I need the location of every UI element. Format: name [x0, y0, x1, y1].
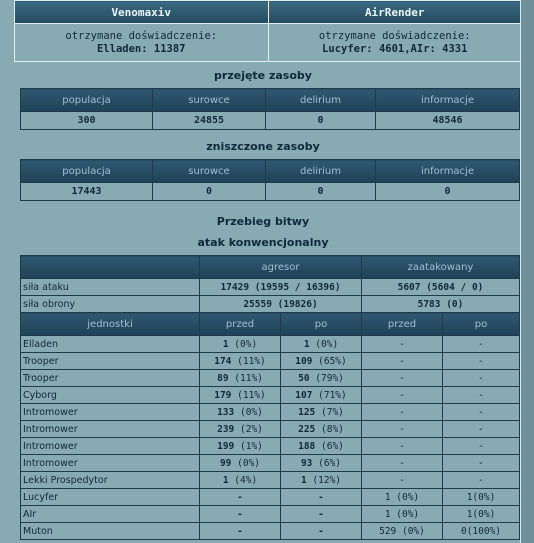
- aggressor-before-pct: (2%): [240, 423, 263, 435]
- unit-name: Intromower: [21, 455, 200, 472]
- aggressor-before-pct: (0%): [237, 457, 261, 469]
- aggressor-before-pct: (11%): [234, 372, 263, 384]
- aggressor-xp-value: Elladen: 11387: [96, 42, 186, 55]
- defender-before: -: [362, 455, 443, 472]
- aggressor-after: [281, 438, 362, 455]
- unit-name: Cyborg: [21, 387, 200, 404]
- aggressor-before-count: 133: [217, 406, 235, 418]
- captured-delirium: 0: [266, 112, 376, 130]
- aggressor-after-count: 125: [298, 406, 316, 418]
- unit-name: Intromower: [21, 421, 200, 438]
- defender-name: AirRender: [268, 1, 522, 24]
- aggressor-before-count: 89: [217, 372, 229, 384]
- aggressor-after: [281, 472, 362, 489]
- aggressor-after-pct: (0%): [315, 338, 339, 350]
- defender-xp: [268, 24, 522, 62]
- defender-after: -: [443, 370, 520, 387]
- unit-name: Muton: [21, 523, 200, 540]
- aggressor-after-count: 188: [298, 440, 316, 452]
- aggressor-before: [200, 387, 281, 404]
- aggressor-before-count: -: [237, 491, 243, 503]
- unit-row: [21, 336, 520, 353]
- aggressor-after: [281, 523, 362, 540]
- aggressor-before-count: -: [237, 508, 243, 520]
- aggressor-before: [200, 523, 281, 540]
- defender-after: -: [443, 421, 520, 438]
- captured-header-materials: surowce: [153, 89, 266, 112]
- unit-row: [21, 523, 520, 540]
- aggressor-after-header: po: [281, 313, 362, 336]
- attack-strength-aggressor: 17429 (19595 / 16396): [200, 279, 362, 296]
- defender-after: -: [443, 336, 520, 353]
- unit-row: [21, 506, 520, 523]
- destroyed-population: 17443: [21, 183, 153, 201]
- aggressor-after-count: 107: [295, 389, 313, 401]
- battle-report-panel: [6, 0, 520, 543]
- scrollbar-track[interactable]: [520, 0, 534, 543]
- destroyed-resources-table: [20, 159, 520, 201]
- unit-name: AIr: [21, 506, 200, 523]
- aggressor-after: [281, 489, 362, 506]
- defender-before: -: [362, 336, 443, 353]
- captured-header-info: informacje: [376, 89, 520, 112]
- aggressor-after-count: 1: [303, 338, 310, 350]
- aggressor-after: [281, 387, 362, 404]
- aggressor-before-pct: (0%): [234, 338, 258, 350]
- unit-row: [21, 353, 520, 370]
- aggressor-xp: [15, 24, 269, 62]
- aggressor-before: [200, 353, 281, 370]
- unit-row: [21, 421, 520, 438]
- aggressor-after-pct: (65%): [318, 355, 347, 367]
- battle-header-aggressor: agresor: [200, 256, 362, 279]
- aggressor-before-pct: (11%): [237, 355, 266, 367]
- battle-title: Przebieg bitwy: [216, 215, 310, 228]
- unit-name: Trooper: [21, 353, 200, 370]
- defender-before: -: [362, 353, 443, 370]
- defender-after: 0(100%): [443, 523, 520, 540]
- players-table: [14, 0, 522, 62]
- captured-title: przejęte zasoby: [214, 69, 312, 82]
- destroyed-title: zniszczone zasoby: [206, 140, 320, 153]
- defender-xp-value: Lucyfer: 4601,AIr: 4331: [322, 42, 468, 55]
- battle-corner: [21, 256, 200, 279]
- aggressor-before-count: 1: [222, 474, 229, 486]
- unit-name: Lekki Prospedytor: [21, 472, 200, 489]
- aggressor-after-count: 109: [295, 355, 313, 367]
- aggressor-after: [281, 404, 362, 421]
- aggressor-before-count: 174: [214, 355, 232, 367]
- unit-row: [21, 387, 520, 404]
- aggressor-after-count: 1: [300, 474, 307, 486]
- aggressor-after: [281, 455, 362, 472]
- aggressor-after-count: 93: [300, 457, 313, 469]
- aggressor-before: [200, 506, 281, 523]
- unit-row: [21, 472, 520, 489]
- defender-after: -: [443, 438, 520, 455]
- aggressor-after-pct: (6%): [321, 440, 344, 452]
- aggressor-after: [281, 353, 362, 370]
- aggressor-before-count: 179: [214, 389, 232, 401]
- captured-materials: 24855: [153, 112, 266, 130]
- unit-row: [21, 370, 520, 387]
- captured-header-population: populacja: [21, 89, 153, 112]
- aggressor-after-pct: (6%): [318, 457, 342, 469]
- aggressor-after-pct: (12%): [312, 474, 342, 486]
- aggressor-after-pct: (71%): [318, 389, 347, 401]
- captured-info: 48546: [376, 112, 520, 130]
- defender-after: -: [443, 455, 520, 472]
- defender-before-header: przed: [362, 313, 443, 336]
- defense-strength-aggressor: 25559 (19826): [200, 296, 362, 313]
- defense-strength-defender: 5783 (0): [362, 296, 520, 313]
- defender-before: -: [362, 421, 443, 438]
- defender-before: -: [362, 387, 443, 404]
- destroyed-header-materials: surowce: [153, 160, 266, 183]
- unit-name: Intromower: [21, 438, 200, 455]
- aggressor-before-count: 1: [222, 338, 229, 350]
- aggressor-before-count: 239: [217, 423, 235, 435]
- aggressor-after-pct: (7%): [321, 406, 344, 418]
- aggressor-before-count: 99: [219, 457, 232, 469]
- aggressor-before: [200, 489, 281, 506]
- defender-after: -: [443, 472, 520, 489]
- aggressor-before: [200, 370, 281, 387]
- aggressor-after: [281, 370, 362, 387]
- aggressor-xp-label: otrzymane doświadczenie:: [65, 29, 218, 42]
- captured-population: 300: [21, 112, 153, 130]
- defender-before: 1 (0%): [362, 506, 443, 523]
- aggressor-after: [281, 421, 362, 438]
- unit-name: Trooper: [21, 370, 200, 387]
- destroyed-info: 0: [376, 183, 520, 201]
- aggressor-before: [200, 438, 281, 455]
- attack-strength-label: siła ataku: [21, 279, 200, 296]
- attack-strength-defender: 5607 (5604 / 0): [362, 279, 520, 296]
- aggressor-before: [200, 455, 281, 472]
- aggressor-before-pct: (11%): [237, 389, 266, 401]
- aggressor-after-count: 50: [298, 372, 310, 384]
- aggressor-after-count: 225: [298, 423, 316, 435]
- aggressor-after-count: -: [318, 525, 324, 537]
- aggressor-before-header: przed: [200, 313, 281, 336]
- aggressor-after: [281, 506, 362, 523]
- aggressor-before-pct: (1%): [240, 440, 263, 452]
- defender-after: -: [443, 387, 520, 404]
- destroyed-materials: 0: [153, 183, 266, 201]
- defender-after: -: [443, 353, 520, 370]
- captured-resources-table: [20, 88, 520, 130]
- defender-after: 1(0%): [443, 489, 520, 506]
- captured-header-delirium: delirium: [266, 89, 376, 112]
- aggressor-before: [200, 472, 281, 489]
- destroyed-header-population: populacja: [21, 160, 153, 183]
- defender-after: 1(0%): [443, 506, 520, 523]
- battle-header-defender: zaatakowany: [362, 256, 520, 279]
- destroyed-delirium: 0: [266, 183, 376, 201]
- aggressor-before-pct: (0%): [240, 406, 263, 418]
- unit-row: [21, 455, 520, 472]
- unit-name: Intromower: [21, 404, 200, 421]
- aggressor-before: [200, 336, 281, 353]
- defender-before: -: [362, 370, 443, 387]
- defender-after-header: po: [443, 313, 520, 336]
- destroyed-header-delirium: delirium: [266, 160, 376, 183]
- defender-before: -: [362, 404, 443, 421]
- aggressor-before: [200, 421, 281, 438]
- aggressor-before: [200, 404, 281, 421]
- defender-before: -: [362, 438, 443, 455]
- aggressor-before-pct: (4%): [234, 474, 258, 486]
- unit-name: Elladen: [21, 336, 200, 353]
- unit-row: [21, 404, 520, 421]
- unit-row: [21, 489, 520, 506]
- aggressor-before-count: 199: [217, 440, 235, 452]
- defender-xp-label: otrzymane doświadczenie:: [318, 29, 471, 42]
- unit-row: [21, 438, 520, 455]
- defense-strength-label: siła obrony: [21, 296, 200, 313]
- defender-after: -: [443, 404, 520, 421]
- unit-name: Lucyfer: [21, 489, 200, 506]
- aggressor-after-pct: (79%): [315, 372, 344, 384]
- aggressor-after-count: -: [318, 491, 324, 503]
- defender-before: 1 (0%): [362, 489, 443, 506]
- aggressor-after: [281, 336, 362, 353]
- destroyed-header-info: informacje: [376, 160, 520, 183]
- units-header: jednostki: [21, 313, 200, 336]
- battle-subtitle: atak konwencjonalny: [197, 236, 329, 249]
- defender-before: 529 (0%): [362, 523, 443, 540]
- aggressor-after-pct: (8%): [321, 423, 344, 435]
- aggressor-name: Venomaxiv: [15, 1, 269, 24]
- defender-before: -: [362, 472, 443, 489]
- aggressor-before-count: -: [237, 525, 243, 537]
- aggressor-after-count: -: [318, 508, 324, 520]
- battle-table: [20, 255, 520, 540]
